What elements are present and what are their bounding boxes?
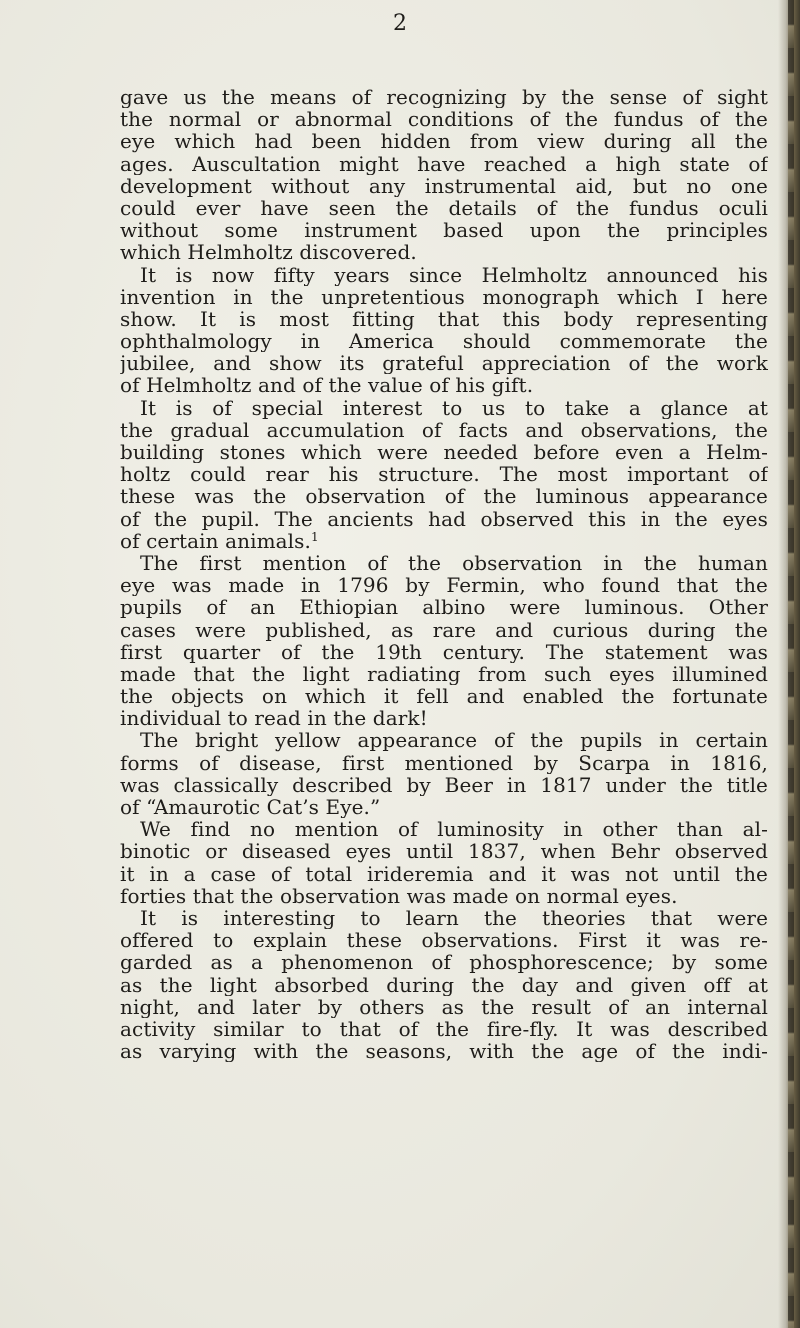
text-line: holtz could rear his structure. The most important of (120, 463, 768, 486)
text-line: as the light absorbed during the day and given off at (120, 973, 768, 996)
text-line: the gradual accumulation of facts and observations, the (120, 418, 768, 441)
footnote-marker: 1 (311, 529, 319, 544)
text-line: invention in the unpretentious monograph which I here (120, 285, 768, 308)
text-line: pupils of an Ethiopian albino were luminous. Other (120, 596, 768, 619)
text-line: activity similar to that of the fire-fly. It was described (120, 1017, 768, 1041)
text-line: eye which had been hidden from view during all the (120, 130, 768, 153)
text-line: jubilee, and show its grateful appreciation of the work (120, 352, 768, 375)
text-line: the objects on which it fell and enabled the fortunate (120, 685, 768, 708)
text-line: made that the light radiating from such eyes illumined (120, 662, 768, 686)
text-line: show. It is most fitting that this body representing (120, 307, 768, 331)
text-line: cases were published, as rare and curious during the (120, 618, 768, 641)
text-line: offered to explain these observations. First it was re- (120, 929, 768, 952)
text-line: which Helmholtz discovered. (120, 241, 417, 264)
text-line: individual to read in the dark! (120, 707, 428, 730)
paragraph-start-line: It is interesting to learn the theories that were (140, 906, 768, 930)
text-line: without some instrument based upon the principles (120, 219, 768, 242)
text-line: ophthalmology in America should commemorate the (120, 330, 768, 353)
text-line: of Helmholtz and of the value of his gift. (120, 374, 534, 397)
text-line: building stones which were needed before even a Helm- (120, 441, 768, 464)
page-binding-edge (778, 0, 800, 1328)
text-line: eye was made in 1796 by Fermin, who found that the (120, 574, 768, 597)
text-line: it in a case of total irideremia and it was not until the (120, 862, 768, 885)
text-line: binotic or diseased eyes until 1837, when Behr observed (120, 840, 768, 863)
text-line: was classically described by Beer in 1817 under the title (120, 773, 768, 796)
text-line: development without any instrumental aid, but no one (120, 174, 768, 197)
text-line: could ever have seen the details of the fundus oculi (120, 196, 768, 220)
paragraph-start-line: We find no mention of luminosity in other than al- (140, 818, 768, 841)
text-line-with-footnote (120, 530, 768, 552)
text-line-content: of certain animals. (120, 529, 312, 552)
text-line: gave us the means of recognizing by the sense of sight (120, 86, 768, 109)
text-line: first quarter of the 19th century. The statement was (120, 640, 768, 663)
paragraph-start-line: The bright yellow appearance of the pupils in certain (140, 729, 768, 752)
text-line: as varying with the seasons, with the age of the indi- (120, 1040, 768, 1063)
text-line: forties that the observation was made on normal eyes. (120, 884, 678, 907)
text-line: these was the observation of the luminous appearance (120, 485, 768, 508)
text-line: of “Amaurotic Cat’s Eye.” (120, 796, 381, 819)
text-line: garded as a phenomenon of phosphorescence; by some (120, 951, 768, 974)
paragraph-start-line: The first mention of the observation in the human (140, 551, 768, 575)
page-number: 2 (393, 11, 407, 36)
text-line: of the pupil. The ancients had observed this in the eyes (120, 507, 768, 530)
text-line: forms of disease, first mentioned by Scarpa in 1816, (120, 751, 768, 774)
paragraph-start-line: It is now fifty years since Helmholtz announced his (140, 263, 768, 286)
body-text (120, 86, 768, 1062)
paragraph-start-line: It is of special interest to us to take a glance at (140, 396, 768, 419)
text-line: the normal or abnormal conditions of the fundus of the (120, 108, 768, 131)
text-line: ages. Auscultation might have reached a high state of (120, 152, 768, 175)
text-line: night, and later by others as the result of an internal (120, 995, 768, 1018)
